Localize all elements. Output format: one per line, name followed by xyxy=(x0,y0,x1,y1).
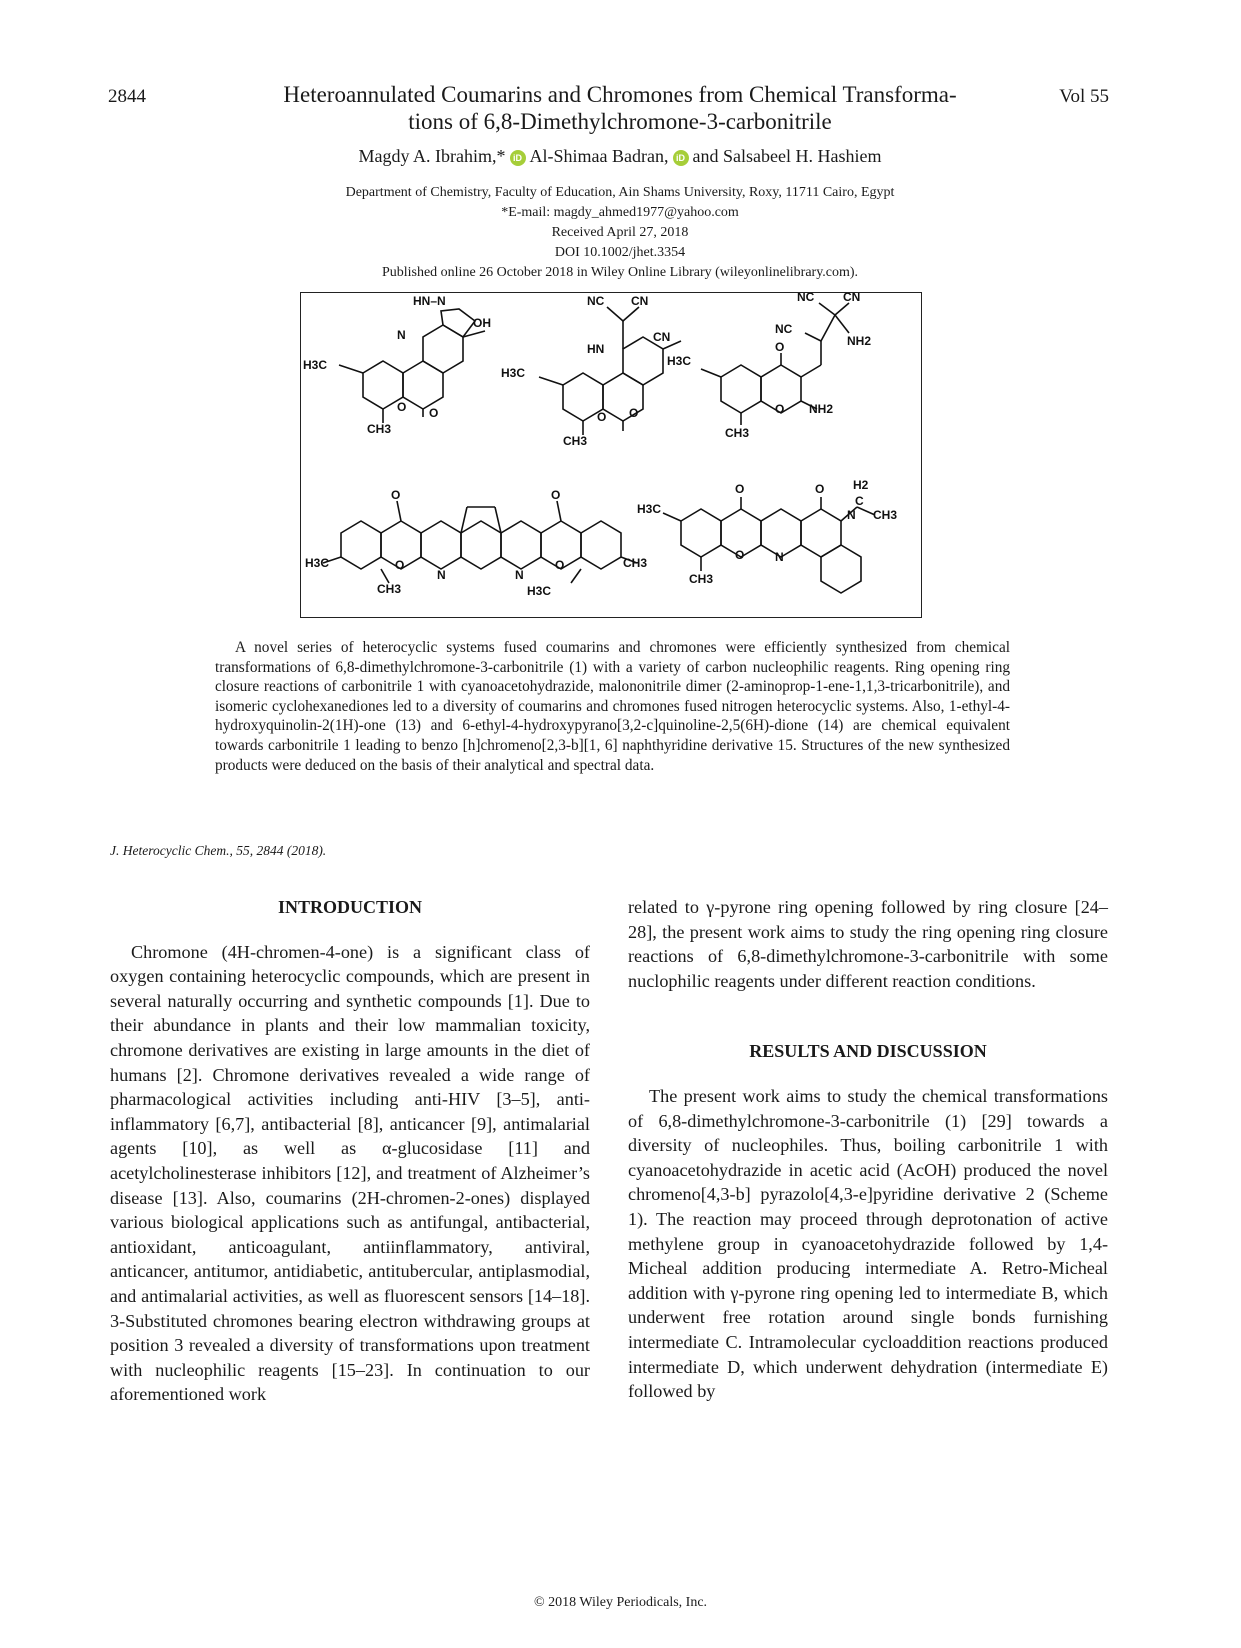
label-ch3: CH3 xyxy=(367,422,392,436)
affiliation-block xyxy=(180,183,1060,283)
label-o: O xyxy=(775,402,785,416)
label-ch3: CH3 xyxy=(623,556,648,570)
label-o: O xyxy=(397,400,407,414)
label-o: O xyxy=(775,340,785,354)
label-ch3: CH3 xyxy=(689,572,714,586)
left-column xyxy=(110,895,590,1407)
label-n: N xyxy=(515,568,524,582)
results-heading: RESULTS AND DISCUSSION xyxy=(749,1041,987,1062)
results-paragraph: The present work aims to study the chemical transformations of 6,8-dimethylchromone-3-carbonitrile (1) [29] towards a diversity of nucleophiles. Thus, boiling carbonitrile 1 with cyanoacetohydrazide in acetic acid (AcOH) produced the novel chromeno[4,3-b] pyrazolo[4,3-e]pyridine derivative 2 (Scheme 1). The reaction may proceed through deprotonation of active methylene group in cyanoacetohydrazide followed by 1,4-Micheal addition producing intermediate A. Retro-Micheal addition with γ-pyrone ring opening led to intermediate B, which underwent free rotation around single bonds furnishing intermediate C. Intramolecular cycloaddition reactions produced intermediate D, which underwent dehydration (intermediate E) followed by xyxy=(628,1085,1108,1402)
label-cn: CN xyxy=(631,294,649,308)
title-line-2: tions of 6,8-Dimethylchromone-3-carbonitrile xyxy=(408,109,832,134)
structure-1 xyxy=(339,309,485,423)
label-o: O xyxy=(597,410,607,424)
label-h3c: H3C xyxy=(305,556,330,570)
label-h3c: H3C xyxy=(501,366,526,380)
label-o: O xyxy=(429,406,439,420)
department: Department of Chemistry, Faculty of Education, Ain Shams University, Roxy, 11711 Cairo, Egypt xyxy=(345,185,895,200)
structure-2 xyxy=(539,307,681,435)
label-o: O xyxy=(735,482,745,496)
label-h2: H2 xyxy=(853,478,869,492)
graphical-abstract xyxy=(300,292,922,618)
label-nh2: NH2 xyxy=(847,334,872,348)
label-hn-n: HN–N xyxy=(413,294,446,308)
page-number: 2844 xyxy=(108,86,146,107)
label-oh: OH xyxy=(473,316,491,330)
introduction-heading: INTRODUCTION xyxy=(277,897,423,917)
chemical-structures xyxy=(301,293,923,619)
label-o: O xyxy=(555,558,565,572)
label-ch3: CH3 xyxy=(725,426,750,440)
label-ch3: CH3 xyxy=(377,582,402,596)
label-h3c: H3C xyxy=(527,584,552,598)
volume-label: Vol 55 xyxy=(1059,86,1109,107)
label-h3c: H3C xyxy=(667,354,692,368)
label-nc: NC xyxy=(797,293,815,304)
label-h3c: H3C xyxy=(637,502,662,516)
label-o: O xyxy=(551,488,561,502)
label-hn: HN xyxy=(587,342,605,356)
article-title xyxy=(240,81,1000,135)
title-line-1: Heteroannulated Coumarins and Chromones from Chemical Transforma- xyxy=(283,82,957,107)
citation: J. Heterocyclic Chem., 55, 2844 (2018). xyxy=(110,843,327,858)
published-line: Published online 26 October 2018 in Wiley Online Library (wileyonlinelibrary.com). xyxy=(381,265,859,280)
introduction-continuation: related to γ-pyrone ring opening followed by ring closure [24–28], the present work aims to study the ring opening ring closure reactions of 6,8-dimethylchromone-3-carbonitrile with some nuclophilic reagents under different reaction conditions. xyxy=(628,897,1108,991)
email[interactable]: *E-mail: magdy_ahmed1977@yahoo.com xyxy=(501,205,739,220)
label-c: C xyxy=(855,494,864,508)
orcid-icon[interactable]: iD xyxy=(510,150,526,166)
received-date: Received April 27, 2018 xyxy=(551,225,689,240)
label-h3c: H3C xyxy=(303,358,328,372)
label-ch3: CH3 xyxy=(563,434,588,448)
copyright-footer: © 2018 Wiley Periodicals, Inc. xyxy=(533,1595,708,1610)
label-ch3: CH3 xyxy=(873,508,898,522)
label-o: O xyxy=(735,548,745,562)
abstract: A novel series of heterocyclic systems fused coumarins and chromones were efficiently synthesized from chemical transformations of 6,8-dimethylchromone-3-carbonitrile (1) with a variety of carbon nucleophilic reagents. Ring opening ring closure reactions of carbonitrile 1 with cyanoacetohydrazide, malononitrile dimer (2-aminoprop-1-ene-1,1,3-tricarbonitrile), and isomeric cyclohexanediones led to a diversity of coumarins and chromones fused nitrogen heterocyclic systems. Also, 1-ethyl-4-hydroxyquinolin-2(1H)-one (13) and 6-ethyl-4-hydroxypyrano[3,2-c]quinoline-2,5(6H)-dione (14) are chemical equivalent towards carbonitrile 1 leading to benzo [h]chromeno[2,3-b][1, 6] naphthyridine derivative 15. Structures of the new synthesized products were deduced on the basis of their analytical and spectral data. xyxy=(215,639,1010,774)
label-n: N xyxy=(775,550,784,564)
author-3: and Salsabeel H. Hashiem xyxy=(692,146,882,166)
label-nc: NC xyxy=(775,322,793,336)
structure-4 xyxy=(323,501,637,583)
label-nh2: NH2 xyxy=(809,402,834,416)
label-nc: NC xyxy=(587,294,605,308)
right-column xyxy=(628,895,1108,1404)
doi[interactable]: DOI 10.1002/jhet.3354 xyxy=(554,245,686,260)
label-cn: CN xyxy=(843,293,861,304)
label-o: O xyxy=(629,406,639,420)
introduction-paragraph: Chromone (4H-chromen-4-one) is a significant class of oxygen containing heterocyclic compounds, which are present in several naturally occurring and synthetic compounds [1]. Due to their abundance in plants and their low mammalian toxicity, chromone derivatives are existing in large amounts in the diet of humans [2]. Chromone derivatives revealed a wide range of pharmacological activities including anti-HIV [3–5], anti-inflammatory [6,7], antibacterial [8], anticancer [9], antimalarial agents [10], as well as α-glucosidase [11] and acetylcholinesterase inhibitors [12], and treatment of Alzheimer’s disease [13]. Also, coumarins (2H-chromen-2-ones) displayed various biological applications such as antifungal, antibacterial, antioxidant, anticoagulant, antiinflammatory, antiviral, anticancer, antitumor, antidiabetic, antitubercular, antiplasmodial, and antimalarial activities, as well as fluorescent sensors [14–18]. 3-Substituted chromones bearing electron withdrawing groups at position 3 revealed a diversity of transformations upon treatment with nucleophilic reagents [15–23]. In continuation to our aforementioned work xyxy=(110,941,590,1405)
label-o: O xyxy=(391,488,401,502)
label-cn: CN xyxy=(653,330,671,344)
label-n: N xyxy=(397,328,406,342)
author-list xyxy=(180,146,1060,167)
author-1: Magdy A. Ibrahim,* xyxy=(358,146,506,166)
label-o: O xyxy=(395,558,405,572)
author-2: Al-Shimaa Badran, xyxy=(529,146,669,166)
label-o: O xyxy=(815,482,825,496)
label-n: N xyxy=(847,508,856,522)
orcid-icon[interactable]: iD xyxy=(673,150,689,166)
label-n: N xyxy=(437,568,446,582)
